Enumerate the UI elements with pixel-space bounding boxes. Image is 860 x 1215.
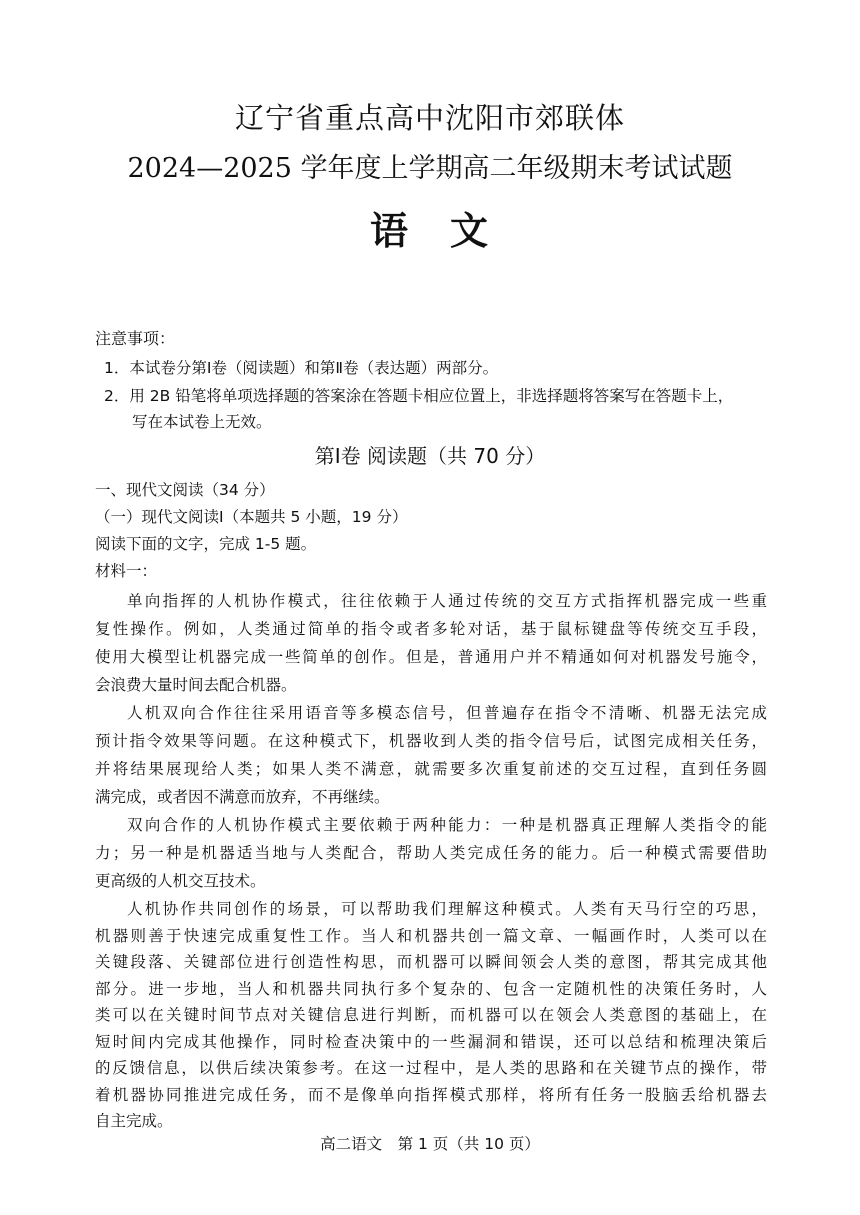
notice-heading: 注意事项： [95, 329, 176, 348]
part1-heading: 第Ⅰ卷 阅读题（共 70 分） [314, 444, 546, 468]
paragraph-line: 关键段落、关键部位进行创造性构思，而机器可以瞬间领会人类的意图，帮其完成其他 [95, 953, 767, 971]
paragraph-line: 部分。进一步地，当人和机器共同执行多个复杂的、包含一定随机性的决策任务时，人 [95, 979, 767, 998]
paragraph-line: 预计指令效果等问题。在这种模式下，机器收到人类的指令信号后，试图完成相关任务， [95, 732, 767, 750]
paragraph-line: 单向指挥的人机协作模式，往往依赖于人通过传统的交互方式指挥机器完成一些重 [127, 592, 767, 610]
section-heading: 一、现代文阅读（34 分） [95, 481, 275, 499]
paragraph-line: 双向合作的人机协作模式主要依赖于两种能力：一种是机器真正理解人类指令的能 [127, 816, 767, 834]
paragraph-line: 使用大模型让机器完成一些简单的创作。但是，普通用户并不精通如何对机器发号施令， [95, 648, 767, 666]
notice-item-1: 1．本试卷分第Ⅰ卷（阅读题）和第Ⅱ卷（表达题）两部分。 [104, 359, 499, 377]
paragraph-line: 人机协作共同创作的场景，可以帮助我们理解这种模式。人类有天马行空的巧思， [127, 900, 767, 918]
paragraph-line: 着机器协同推进完成任务，而不是像单向指挥模式那样，将所有任务一股脑丢给机器去 [95, 1085, 767, 1104]
paragraph-line: 的反馈信息，以供后续决策参考。在这一过程中，是人类的思路和在关键节点的操作，带 [95, 1059, 767, 1077]
paragraph-line: 短时间内完成其他操作，同时检查决策中的一些漏洞和错误，还可以总结和梳理决策后 [95, 1032, 767, 1051]
subject-title: 语 文 [369, 208, 490, 253]
exam-title-line1: 辽宁省重点高中沈阳市郊联体 [234, 101, 625, 135]
paragraph-line: 类可以在关键时间节点对关键信息进行判断，而机器可以在领会人类意图的基础上，在 [95, 1006, 767, 1024]
reading-instruction: 阅读下面的文字，完成 1-5 题。 [95, 535, 317, 553]
notice-item-2: 2．用 2B 铅笔将单项选择题的答案涂在答题卡相应位置上，非选择题将答案写在答题卡上， [104, 387, 734, 405]
paragraph-line: 满完成，或者因不满意而放弃，不再继续。 [95, 788, 390, 806]
subsection-heading: （一）现代文阅读Ⅰ（本题共 5 小题，19 分） [95, 508, 408, 526]
page-footer: 高二语文 第 1 页（共 10 页） [320, 1135, 540, 1153]
paragraph-line: 力；另一种是机器适当地与人类配合，帮助人类完成任务的能力。后一种模式需要借助 [95, 844, 767, 862]
paragraph-line: 更高级的人机交互技术。 [95, 872, 266, 890]
paragraph-line: 并将结果展现给人类；如果人类不满意，就需要多次重复前述的交互过程，直到任务圆 [95, 760, 767, 778]
paragraph-line: 人机双向合作往往采用语音等多模态信号，但普遍存在指令不清晰、机器无法完成 [127, 704, 767, 722]
exam-title-line2: 2024—2025 学年度上学期高二年级期末考试试题 [127, 153, 733, 184]
paragraph-line: 机器则善于快速完成重复性工作。当人和机器共创一篇文章、一幅画作时，人类可以在 [95, 926, 767, 945]
notice-item-2-cont: 写在本试卷上无效。 [132, 413, 272, 431]
material-label: 材料一： [95, 562, 158, 580]
paragraph-line: 复性操作。例如，人类通过简单的指令或者多轮对话，基于鼠标键盘等传统交互手段， [95, 620, 767, 638]
paragraph-line: 自主完成。 [95, 1112, 173, 1130]
paragraph-line: 会浪费大量时间去配合机器。 [95, 676, 297, 694]
